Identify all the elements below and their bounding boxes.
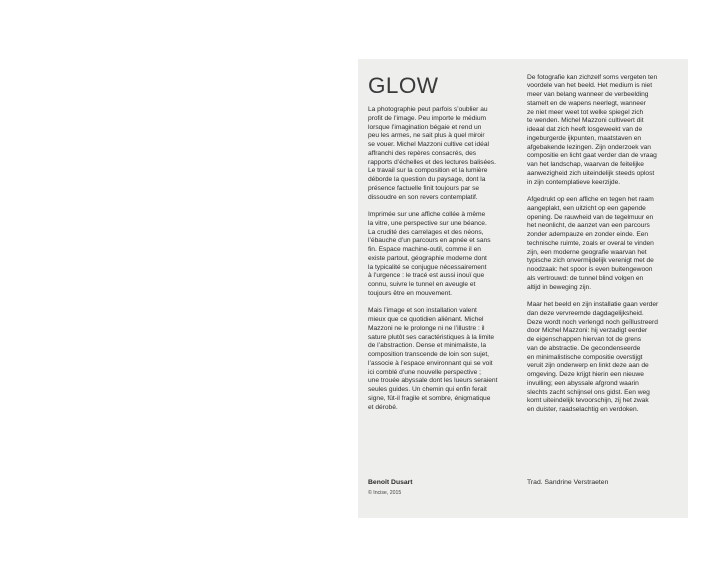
text-line: het neonlicht, de aanzet van een parcours — [527, 222, 650, 230]
text-line: se vouer. Michel Mazzoni cultive cet idéal — [368, 141, 489, 148]
text-line: ingeburgerde ijkpunten, maatstaven en — [527, 134, 642, 142]
text-line: signe, fût-il fragile et sombre, énigmatique — [368, 394, 491, 402]
text-line: l’ébauche d’un parcours en apnée et sans — [368, 237, 491, 245]
text-line: Le travail sur la composition et la lumière — [368, 167, 488, 175]
dutch-paragraph-3 — [527, 301, 677, 415]
text-line: la typicalité se conjugue nécessairement — [368, 263, 487, 271]
dutch-paragraph-2 — [527, 196, 677, 292]
text-line: profit de l’image. Peu importe le médium — [368, 114, 487, 122]
text-line: voordele van het beeld. Het medium is niet — [527, 82, 653, 90]
text-line: dissoudre en son revers contemplatif. — [368, 193, 478, 201]
text-line: Maar het beeld en zijn installatie gaan verder — [527, 301, 659, 308]
french-paragraph-1 — [368, 106, 510, 202]
text-line: Mais l’image et son installation valent — [368, 307, 477, 315]
text-line: stamelt en de wapens neerlegt, wanneer — [527, 99, 646, 107]
text-line: l’associe à l’espace environnant qui se voit — [368, 359, 493, 367]
french-column — [368, 73, 510, 421]
text-line: mieux que ce quotidien aliénant. Michel — [368, 316, 484, 323]
text-line: ze niet meer weet tot welke spiegel zich — [527, 108, 644, 116]
text-line: zonder adempauze en zonder einde. Een — [527, 231, 649, 238]
text-line: de eigenschappen hiervan tot de grens — [527, 336, 642, 343]
text-line: afgebakende lezingen. Zijn onderzoek van — [527, 143, 651, 151]
text-line: typische zich onvermijdelijk verenigt met de — [527, 257, 654, 265]
text-line: Deze wordt noch verlengd noch geïllustreerd — [527, 318, 658, 326]
text-line: van het landschap, waarvan de feitelijke — [527, 161, 644, 168]
document-page — [358, 59, 688, 518]
text-line: aanwezigheid zich uiteindelijk steeds oplost — [527, 169, 655, 177]
text-line: meer van belang wanneer de verbeelding — [527, 91, 649, 98]
text-line: aangeplakt, een uitzicht op een gapende — [527, 204, 646, 212]
text-line: à l’urgence : le tracé est aussi inouï que — [368, 272, 485, 280]
text-line: déborde la question du paysage, dont la — [368, 176, 486, 183]
text-line: dan deze vervreemde dagdagelijksheid. — [527, 309, 644, 317]
text-line: ideaal dat zich heeft losgeweekt van de — [527, 126, 643, 133]
text-line: van de abstractie. De gecondenseerde — [527, 344, 641, 352]
text-line: door Michel Mazzoni: hij verzadigt eerder — [527, 327, 648, 335]
text-line: slechts zacht schijnsel ons gidst. Een weg — [527, 388, 650, 396]
text-line: sature plutôt ses caractéristiques à la limite — [368, 333, 495, 341]
text-line: une trouée abyssale dont les lueurs seraient — [368, 377, 498, 385]
text-line: technische ruimte, zoals er overal te vinden — [527, 239, 654, 247]
text-line: peu les armes, ne sait plus à quel miroir — [368, 132, 485, 140]
text-line: lorsque l’imagination bégaie et rend un — [368, 123, 482, 131]
text-line: compositie en licht gaat verder dan de vraag — [527, 152, 657, 160]
text-line: présence factuelle finit toujours par se — [368, 184, 480, 192]
french-paragraph-2 — [368, 211, 510, 299]
text-line: toujours être en mouvement. — [368, 289, 452, 297]
text-line: invulling; een abyssale afgrond waarin — [527, 379, 639, 387]
page-title: GLOW — [368, 73, 439, 98]
translator-credit: Trad. Sandrine Verstraeten — [527, 479, 609, 486]
text-line: rapports d’échelles et des lectures balisées. — [368, 158, 496, 166]
text-line: komt uiteindelijk tevoorschijn, zij het zwak — [527, 397, 649, 405]
text-line: in zijn contemplatieve keerzijde. — [527, 178, 621, 186]
text-line: te wenden. Michel Mazzoni cultiveert dit — [527, 117, 644, 125]
text-line: et dérobé. — [368, 403, 398, 411]
french-paragraph-3 — [368, 307, 510, 412]
text-line: zijn, een moderne geografie waarvan het — [527, 248, 647, 256]
text-line: De fotografie kan zichzelf soms vergeten ten — [527, 73, 658, 81]
dutch-paragraph-1 — [527, 74, 677, 188]
text-line: veruit zijn onderwerp en linkt deze aan de — [527, 362, 649, 370]
text-line: connu, suivre le tunnel en aveugle et — [368, 281, 476, 288]
text-line: altijd in beweging zijn. — [527, 283, 592, 291]
text-line: existe partout, géographie moderne dont — [368, 254, 487, 262]
text-line: als vertrouwd: de tunnel blind volgen en — [527, 274, 644, 282]
text-line: la vitre, une perspective sur une béance. — [368, 219, 487, 227]
text-line: composition transcende de loin son sujet, — [368, 351, 489, 358]
text-line: omgeving. Deze krijgt hierin een nieuwe — [527, 371, 644, 378]
text-line: Afgedrukt op een affiche en tegen het raam — [527, 196, 654, 203]
text-line: affranchi des repères consacrés, des — [368, 149, 477, 157]
text-line: de l’abstraction. Dense et minimaliste, la — [368, 342, 487, 350]
text-line: La crudité des carrelages et des néons, — [368, 228, 484, 236]
text-line: ici comblé d’une nouvelle perspective ; — [368, 368, 481, 376]
text-line: en duister, raadselachtig en verdoken. — [527, 406, 639, 413]
text-line: noodzaak: het spoor is even buitengewoon — [527, 266, 653, 273]
dutch-column — [527, 74, 677, 424]
text-line: La photographie peut parfois s’oublier au — [368, 106, 488, 113]
author-name: Benoît Dusart — [368, 479, 413, 486]
text-line: Imprimée sur une affiche collée à même — [368, 211, 486, 218]
text-line: Mazzoni ne le prolonge ni ne l’illustre : il — [368, 324, 485, 332]
text-line: opening. De rauwheid van de tegelmuur en — [527, 213, 654, 221]
text-line: fin. Espace machine-outil, comme il en — [368, 246, 481, 253]
text-line: en minimalistische compositie overstijgt — [527, 353, 643, 361]
text-line: seules guides. Un chemin qui enfin ferait — [368, 386, 487, 393]
copyright-credit: © Incise, 2015 — [368, 490, 402, 496]
